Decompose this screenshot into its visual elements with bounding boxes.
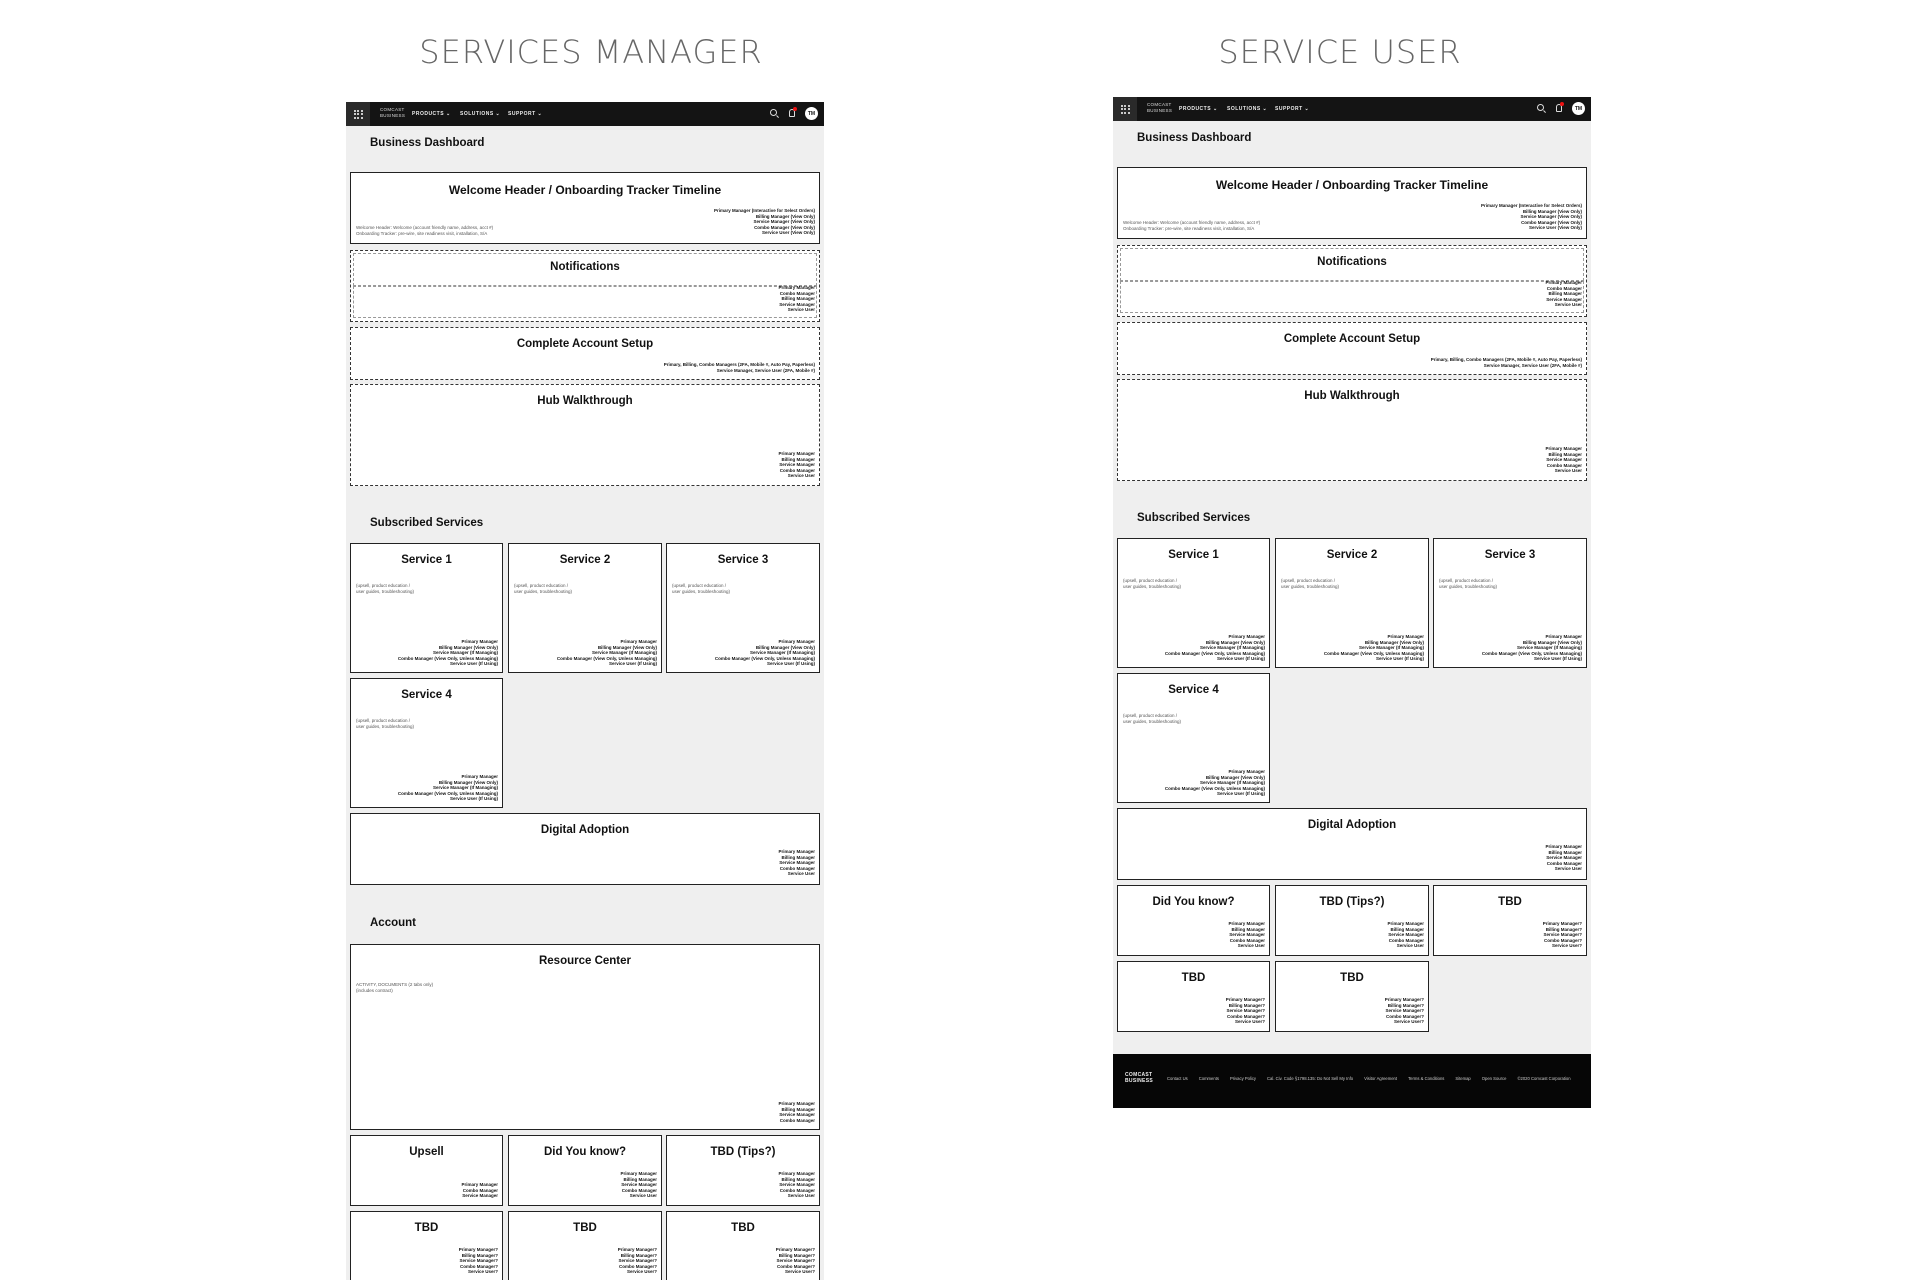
- hub-walkthrough-card[interactable]: [350, 384, 820, 486]
- welcome-roles: Primary Manager (Interactive for Select Orders) Billing Manager (View Only) Service Manager (View Only) Combo Manager (View Only) Service User (View Only): [713, 208, 815, 236]
- upsell-card[interactable]: [350, 1135, 503, 1206]
- digital-adoption-title: Digital Adoption: [1307, 819, 1397, 831]
- footer-links: [1167, 1076, 1571, 1081]
- digital-adoption-card[interactable]: [350, 813, 820, 885]
- service-roles: Primary Manager Billing Manager (View Only) Service Manager (If Managing) Combo Manager (View Only, Unless Managing) Service User (If Using): [397, 639, 498, 667]
- service-title: Service 1: [401, 554, 452, 566]
- did-you-know-title: Did You know?: [1152, 896, 1235, 908]
- tbd-title: TBD: [1340, 972, 1364, 984]
- resource-center-note: ACTIVITY, DOCUMENTS (2 tabs only) (includes contract): [356, 982, 434, 993]
- digital-adoption-roles: Primary Manager Billing Manager Service Manager Combo Manager Service User: [1545, 844, 1582, 872]
- tbd-title: TBD: [414, 1222, 439, 1234]
- footer-link-visitor-agreement[interactable]: Visitor Agreement: [1364, 1076, 1398, 1081]
- service-roles: Primary Manager Billing Manager (View Only) Service Manager (If Managing) Combo Manager (View Only, Unless Managing) Service User (If Using): [397, 774, 498, 802]
- service-card-1[interactable]: [1117, 538, 1270, 668]
- service-note: (upsell, product education / user guides, troubleshooting): [1439, 578, 1498, 589]
- notifications-card[interactable]: [1117, 245, 1587, 317]
- nav-support[interactable]: SUPPORT ⌄: [508, 111, 543, 117]
- welcome-note: Welcome Header: Welcome (account friendly name, address, acct #) Onboarding Tracker: pre-wire, site readiness visit, installation, S/A: [1123, 220, 1261, 231]
- services-manager-title: SERVICES MANAGER: [419, 33, 763, 71]
- welcome-card[interactable]: [350, 172, 820, 244]
- footer-link-terms[interactable]: Terms & Conditions: [1408, 1076, 1445, 1081]
- did-you-know-card[interactable]: [508, 1135, 662, 1206]
- app-grid-icon[interactable]: [346, 102, 370, 126]
- service-card-4[interactable]: [350, 678, 503, 808]
- notification-row: [1120, 281, 1584, 313]
- hub-walkthrough-card[interactable]: [1117, 379, 1587, 481]
- service-roles: Primary Manager Billing Manager (View Only) Service Manager (If Managing) Combo Manager (View Only, Unless Managing) Service User (If Using): [556, 639, 657, 667]
- account-setup-card[interactable]: [350, 327, 820, 380]
- tbd-title: TBD: [1498, 896, 1522, 908]
- hub-walkthrough-roles: Primary Manager Billing Manager Service Manager Combo Manager Service User: [778, 451, 815, 479]
- footer-link-privacy[interactable]: Privacy Policy: [1229, 1076, 1257, 1081]
- service-user-title: SERVICE USER: [1218, 33, 1462, 71]
- service-roles: Primary Manager Billing Manager (View Only) Service Manager (If Managing) Combo Manager (View Only, Unless Managing) Service User (If Using): [714, 639, 815, 667]
- footer-link-open-source[interactable]: Open Source: [1481, 1076, 1507, 1081]
- service-title: Service 2: [1326, 549, 1378, 561]
- brand-logo[interactable]: COMCAST BUSINESS: [1147, 102, 1173, 113]
- did-you-know-title: Did You know?: [544, 1146, 626, 1158]
- tips-roles: Primary Manager Billing Manager Service Manager Combo Manager Service User: [778, 1171, 815, 1199]
- notification-row: [353, 286, 817, 318]
- welcome-card[interactable]: [1117, 167, 1587, 239]
- nav-products[interactable]: PRODUCTS ⌄: [1179, 106, 1218, 112]
- tbd-title: TBD: [1181, 972, 1206, 984]
- welcome-title: Welcome Header / Onboarding Tracker Timeline: [448, 183, 722, 197]
- tbd-card[interactable]: [350, 1211, 503, 1280]
- search-icon[interactable]: [770, 109, 777, 116]
- account-setup-title: Complete Account Setup: [1283, 333, 1421, 345]
- did-you-know-card[interactable]: [1117, 885, 1270, 956]
- tbd-roles: Primary Manager? Billing Manager? Service Manager? Combo Manager? Service User?: [775, 1247, 815, 1275]
- resource-center-roles: Primary Manager Billing Manager Service Manager Combo Manager: [778, 1101, 815, 1123]
- service-card-2[interactable]: [1275, 538, 1429, 668]
- service-note: (upsell, product education / user guides, troubleshooting): [1123, 713, 1182, 724]
- tips-title: TBD (Tips?): [1319, 896, 1385, 908]
- tbd-roles: Primary Manager? Billing Manager? Service Manager? Combo Manager? Service User?: [1542, 921, 1582, 949]
- service-roles: Primary Manager Billing Manager (View Only) Service Manager (If Managing) Combo Manager (View Only, Unless Managing) Service User (If Using): [1323, 634, 1424, 662]
- service-title: Service 3: [1484, 549, 1536, 561]
- welcome-title: Welcome Header / Onboarding Tracker Timeline: [1215, 178, 1489, 192]
- hub-walkthrough-title: Hub Walkthrough: [1304, 390, 1400, 402]
- services-manager-wireframe: [346, 102, 824, 1280]
- welcome-note: Welcome Header: Welcome (account friendly name, address, acct #) Onboarding Tracker: pre-wire, site readiness visit, installation, S/A: [356, 225, 494, 236]
- account-setup-roles: Primary, Billing, Combo Managers (2FA, Mobile #, Auto Pay, Paperless) Service Manager, Service User (2FA, Mobile #): [663, 362, 815, 373]
- service-card-3[interactable]: [1433, 538, 1587, 668]
- tbd-roles: Primary Manager? Billing Manager? Service Manager? Combo Manager? Service User?: [458, 1247, 498, 1275]
- tbd-card[interactable]: [1433, 885, 1587, 956]
- service-title: Service 2: [559, 554, 611, 566]
- tbd-roles: Primary Manager? Billing Manager? Service Manager? Combo Manager? Service User?: [1384, 997, 1424, 1025]
- site-footer: [1113, 1054, 1591, 1108]
- avatar[interactable]: TM: [1572, 102, 1585, 115]
- account-setup-roles: Primary, Billing, Combo Managers (2FA, Mobile #, Auto Pay, Paperless) Service Manager, Service User (2FA, Mobile #): [1430, 357, 1582, 368]
- notifications-roles: Primary Manager Combo Manager Billing Manager Service Manager Service User: [1545, 280, 1582, 308]
- subscribed-services-heading: Subscribed Services: [1137, 512, 1251, 524]
- digital-adoption-card[interactable]: [1117, 808, 1587, 880]
- footer-brand-logo[interactable]: COMCAST BUSINESS: [1125, 1072, 1153, 1084]
- did-you-know-roles: Primary Manager Billing Manager Service Manager Combo Manager Service User: [620, 1171, 657, 1199]
- notification-dot-icon: [793, 107, 797, 111]
- tbd-card[interactable]: [508, 1211, 662, 1280]
- tbd-title: TBD: [573, 1222, 597, 1234]
- account-setup-title: Complete Account Setup: [516, 338, 654, 350]
- business-dashboard-heading: Business Dashboard: [1137, 132, 1252, 144]
- welcome-roles: Primary Manager (Interactive for Select Orders) Billing Manager (View Only) Service Manager (View Only) Combo Manager (View Only) Service User (View Only): [1480, 203, 1582, 231]
- tbd-roles: Primary Manager? Billing Manager? Service Manager? Combo Manager? Service User?: [617, 1247, 657, 1275]
- notifications-title: Notifications: [1317, 256, 1387, 268]
- upsell-title: Upsell: [409, 1146, 444, 1158]
- tips-title: TBD (Tips?): [710, 1146, 776, 1158]
- tips-roles: Primary Manager Billing Manager Service Manager Combo Manager Service User: [1387, 921, 1424, 949]
- tbd-title: TBD: [731, 1222, 755, 1234]
- service-roles: Primary Manager Billing Manager (View Only) Service Manager (If Managing) Combo Manager (View Only, Unless Managing) Service User (If Using): [1481, 634, 1582, 662]
- service-note: (upsell, product education / user guides, troubleshooting): [356, 718, 415, 729]
- notifications-title: Notifications: [550, 261, 620, 273]
- top-nav: [346, 102, 824, 126]
- footer-link-sitemap[interactable]: Sitemap: [1455, 1076, 1471, 1081]
- account-heading: Account: [370, 917, 416, 929]
- nav-products[interactable]: PRODUCTS ⌄: [412, 111, 451, 117]
- service-note: (upsell, product education / user guides, troubleshooting): [514, 583, 573, 594]
- avatar[interactable]: TM: [805, 107, 818, 120]
- service-note: (upsell, product education / user guides, troubleshooting): [1281, 578, 1340, 589]
- subscribed-services-heading: Subscribed Services: [370, 517, 484, 529]
- service-card-1[interactable]: [350, 543, 503, 673]
- notifications-card[interactable]: [350, 250, 820, 322]
- tips-card[interactable]: [1275, 885, 1429, 956]
- service-roles: Primary Manager Billing Manager (View Only) Service Manager (If Managing) Combo Manager (View Only, Unless Managing) Service User (If Using): [1164, 769, 1265, 797]
- service-title: Service 4: [401, 689, 452, 701]
- service-title: Service 4: [1168, 684, 1219, 696]
- search-icon[interactable]: [1537, 104, 1544, 111]
- digital-adoption-title: Digital Adoption: [540, 824, 630, 836]
- nav-solutions[interactable]: SOLUTIONS ⌄: [460, 111, 501, 117]
- tbd-card[interactable]: [1275, 961, 1429, 1032]
- hub-walkthrough-title: Hub Walkthrough: [537, 395, 633, 407]
- service-user-wireframe: [1113, 97, 1591, 1108]
- hub-walkthrough-roles: Primary Manager Billing Manager Service Manager Combo Manager Service User: [1545, 446, 1582, 474]
- service-card-3[interactable]: [666, 543, 820, 673]
- upsell-roles: Primary Manager Combo Manager Service Manager: [461, 1182, 498, 1199]
- service-roles: Primary Manager Billing Manager (View Only) Service Manager (If Managing) Combo Manager (View Only, Unless Managing) Service User (If Using): [1164, 634, 1265, 662]
- footer-link-contact[interactable]: Contact Us: [1167, 1076, 1188, 1081]
- footer-copyright: ©2020 Comcast Corporation: [1517, 1076, 1571, 1081]
- nav-support[interactable]: SUPPORT ⌄: [1275, 106, 1310, 112]
- resource-center-card[interactable]: [350, 944, 820, 1130]
- service-title: Service 1: [1168, 549, 1219, 561]
- tbd-roles: Primary Manager? Billing Manager? Service Manager? Combo Manager? Service User?: [1225, 997, 1265, 1025]
- account-setup-card[interactable]: [1117, 322, 1587, 375]
- nav-solutions[interactable]: SOLUTIONS ⌄: [1227, 106, 1268, 112]
- did-you-know-roles: Primary Manager Billing Manager Service Manager Combo Manager Service User: [1228, 921, 1265, 949]
- service-note: (upsell, product education / user guides, troubleshooting): [672, 583, 731, 594]
- top-nav: [1113, 97, 1591, 121]
- app-grid-icon[interactable]: [1113, 97, 1137, 121]
- tips-card[interactable]: [666, 1135, 820, 1206]
- service-card-4[interactable]: [1117, 673, 1270, 803]
- brand-logo[interactable]: COMCAST BUSINESS: [380, 107, 406, 118]
- tbd-card[interactable]: [666, 1211, 820, 1280]
- tbd-card[interactable]: [1117, 961, 1270, 1032]
- business-dashboard-heading: Business Dashboard: [370, 137, 485, 149]
- digital-adoption-roles: Primary Manager Billing Manager Service Manager Combo Manager Service User: [778, 849, 815, 877]
- service-note: (upsell, product education / user guides, troubleshooting): [356, 583, 415, 594]
- service-title: Service 3: [717, 554, 769, 566]
- footer-link-do-not-sell[interactable]: Cal. Civ. Code §1798.135: Do Not Sell My Info: [1267, 1076, 1354, 1081]
- service-card-2[interactable]: [508, 543, 662, 673]
- service-note: (upsell, product education / user guides, troubleshooting): [1123, 578, 1182, 589]
- notification-dot-icon: [1560, 102, 1564, 106]
- resource-center-title: Resource Center: [538, 955, 632, 967]
- notifications-roles: Primary Manager Combo Manager Billing Manager Service Manager Service User: [778, 285, 815, 313]
- footer-link-comments[interactable]: Comments: [1198, 1076, 1219, 1081]
